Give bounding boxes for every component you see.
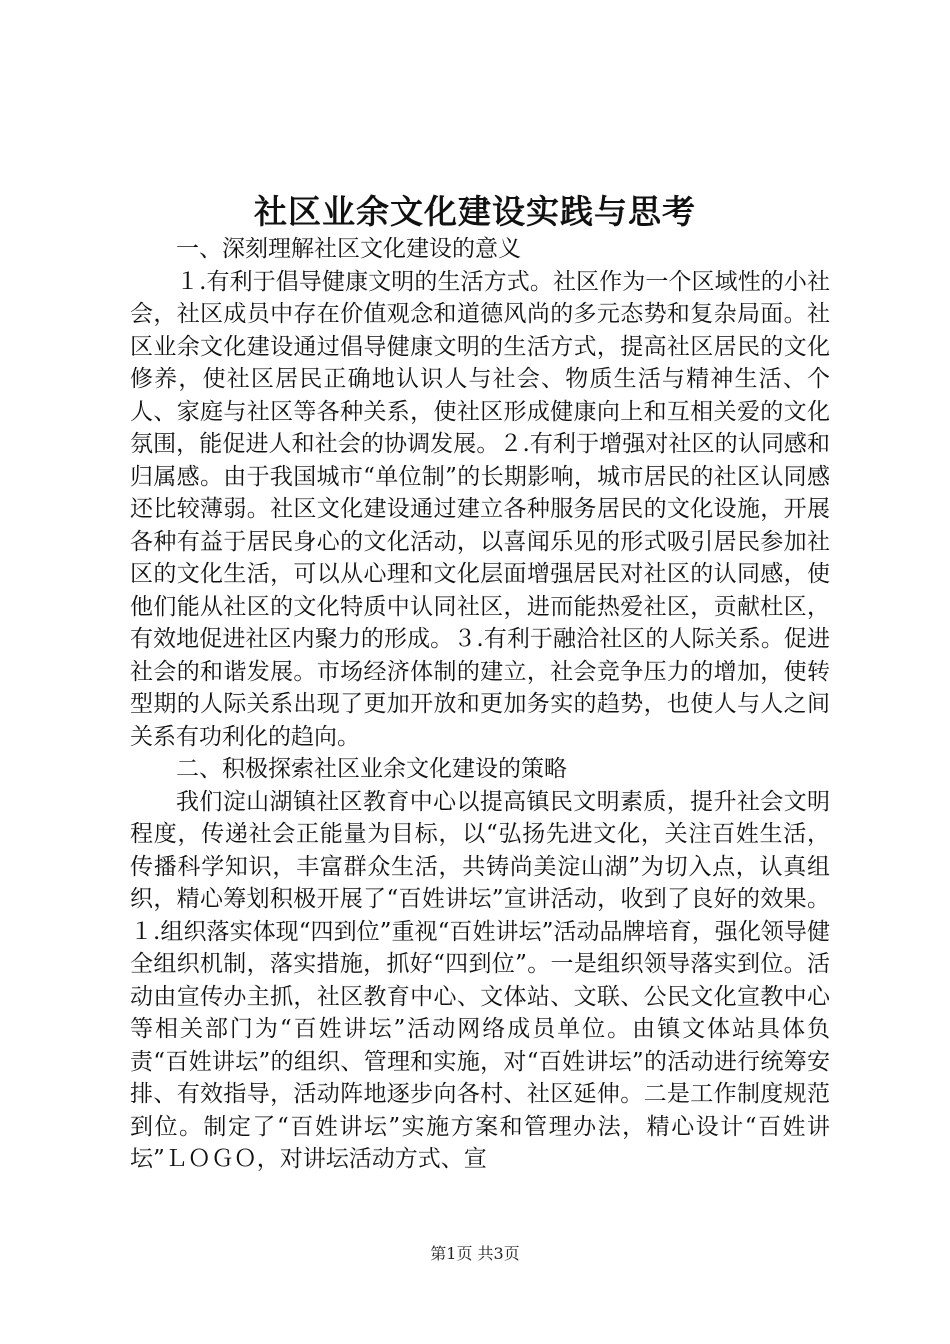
paragraph-2: 我们淀山湖镇社区教育中心以提高镇民文明素质，提升社会文明程度，传递社会正能量为目标，以“弘扬先进文化，关注百姓生活，传播科学知识，丰富群众生活，共铸尚美淀山湖”为切入点，认真组织，精心筹划积极开展了“百姓讲坛”宣讲活动，收到了良好的效果。１.组织落实体现“四到位”重视“百姓讲坛”活动品牌培育，强化领导健全组织机制，落实措施，抓好“四到位”。一是组织领导落实到位。活动由宣传办主抓，社区教育中心、文体站、文联、公民文化宣教中心等相关部门为“百姓讲坛”活动网络成员单位。由镇文体站具体负责“百姓讲坛”的组织、管理和实施，对“百姓讲坛”的活动进行统筹安排、有效指导，活动阵地逐步向各村、社区延伸。二是工作制度规范到位。制定了“百姓讲坛”实施方案和管理办法，精心设计“百姓讲坛”ＬＯＧＯ，对讲坛活动方式、宣 (130, 788, 830, 1172)
document-body (130, 233, 830, 1176)
document-title: 社区业余文化建设实践与思考 (254, 192, 696, 231)
section-heading-2: 二、积极探索社区业余文化建设的策略 (176, 756, 567, 782)
section-heading-1: 一、深刻理解社区文化建设的意义 (176, 236, 521, 262)
paragraph-1: １.有利于倡导健康文明的生活方式。社区作为一个区域性的小社会，社区成员中存在价值观念和道德风尚的多元态势和复杂局面。社区业余文化建设通过倡导健康文明的生活方式，提高社区居民的文化修养，使社区居民正确地认识人与社会、物质生活与精神生活、个人、家庭与社区等各种关系，使社区形成健康向上和互相关爱的文化氛围，能促进人和社会的协调发展。２.有利于增强对社区的认同感和归属感。由于我国城市“单位制”的长期影响，城市居民的社区认同感还比较薄弱。社区文化建设通过建立各种服务居民的文化设施，开展各种有益于居民身心的文化活动，以喜闻乐见的形式吸引居民参加社区的文化生活，可以从心理和文化层面增强居民对社区的认同感，使他们能从社区的文化特质中认同社区，进而能热爱社区，贡献杜区，有效地促进社区内聚力的形成。３.有利于融洽社区的人际关系。促进社会的和谐发展。市场经济体制的建立，社会竞争压力的增加，使转型期的人际关系出现了更加开放和更加务实的趋势，也使人与人之间关系有功利化的趋向。 (130, 268, 830, 750)
page-number: 第1页 共3页 (430, 1244, 520, 1263)
